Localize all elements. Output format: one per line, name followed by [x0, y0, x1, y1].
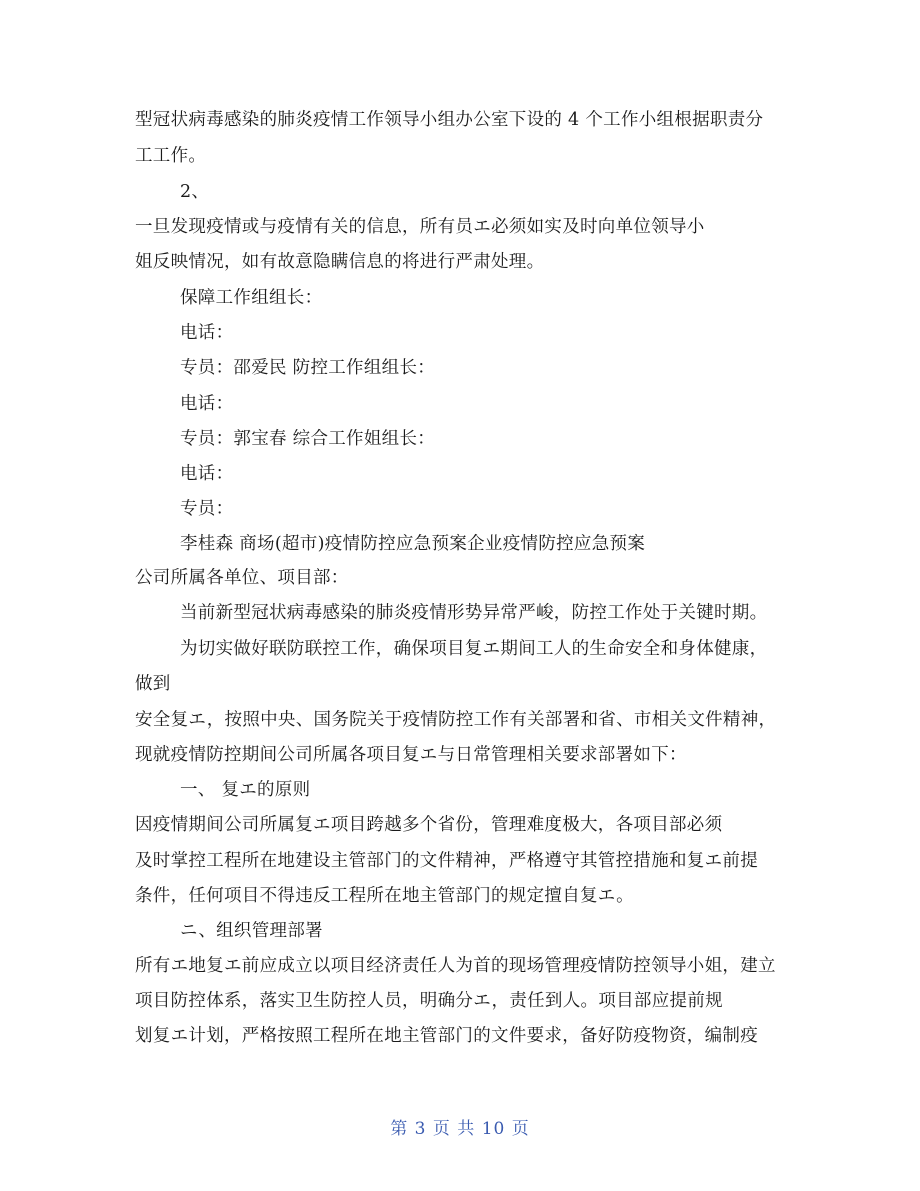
text-line: 电话：	[180, 394, 234, 414]
page-number: 第 3 页 共 10 页	[390, 1119, 530, 1139]
text-line: 安全复エ，按照中央、国务院关于疫情防控工作有关部署和省、市相关文件精神，	[135, 710, 777, 730]
text-line: 现就疫情防控期间公司所属各项目复エ与日常管理相关要求部署如下：	[135, 745, 687, 765]
text-line: 划复エ计划，严格按照工程所在地主管部门的文件要求，备好防疫物资，编制疫	[135, 1026, 758, 1046]
text-line: 及时掌控工程所在地建设主管部门的文件精神，严格遵守其管控措施和复エ前提	[135, 851, 758, 871]
text-line: 电话：	[180, 323, 234, 343]
text-line: 做到	[135, 674, 171, 694]
text-line: 李桂森 商场(超市)疫情防控应急预案企业疫情防控应急预案	[180, 534, 646, 554]
text-line: 保障工作组组长：	[180, 288, 323, 308]
text-line: 一、 复エ的原则	[180, 780, 311, 800]
text-line: 因疫情期间公司所属复エ项目跨越多个省份，管理难度极大，各项目部必须	[135, 815, 723, 835]
text-line: 2、	[180, 182, 210, 202]
text-line: 专员：邵爱民 防控工作组组长：	[180, 358, 436, 378]
text-line: 工工作。	[135, 146, 207, 166]
text-line: 姐反映情况，如有故意隐瞒信息的将进行严肃处理。	[135, 252, 545, 272]
text-line: 型冠状病毒感染的肺炎疫情工作领导小组办公室下设的 4 个工作小组根据职责分	[135, 110, 764, 130]
text-line: 一旦发现疫情或与疫情有关的信息，所有员エ必须如实及时向单位领导小	[135, 217, 705, 237]
text-line: 为切实做好联防联控工作，确保项目复エ期间工人的生命安全和身体健康，	[180, 639, 768, 659]
text-line: 所有エ地复エ前应成立以项目经济责任人为首的现场管理疫情防控领导小姐，建立	[135, 956, 776, 976]
text-line: 专员：郭宝春 综合工作姐组长：	[180, 429, 436, 449]
text-line: ニ、组织管理部署	[180, 921, 323, 941]
text-line: 当前新型冠状病毒感染的肺炎疫情形势异常严峻，防控工作处于关键时期。	[180, 603, 768, 623]
text-line: 电话：	[180, 464, 234, 484]
text-line: 专员：	[180, 499, 234, 519]
text-line: 项目防控体系，落实卫生防控人员，明确分エ，责任到人。项目部应提前规	[135, 991, 723, 1011]
text-line: 公司所属各单位、项目部：	[135, 568, 349, 588]
text-line: 条件，任何项目不得违反工程所在地主管部门的规定擅自复エ。	[135, 886, 634, 906]
